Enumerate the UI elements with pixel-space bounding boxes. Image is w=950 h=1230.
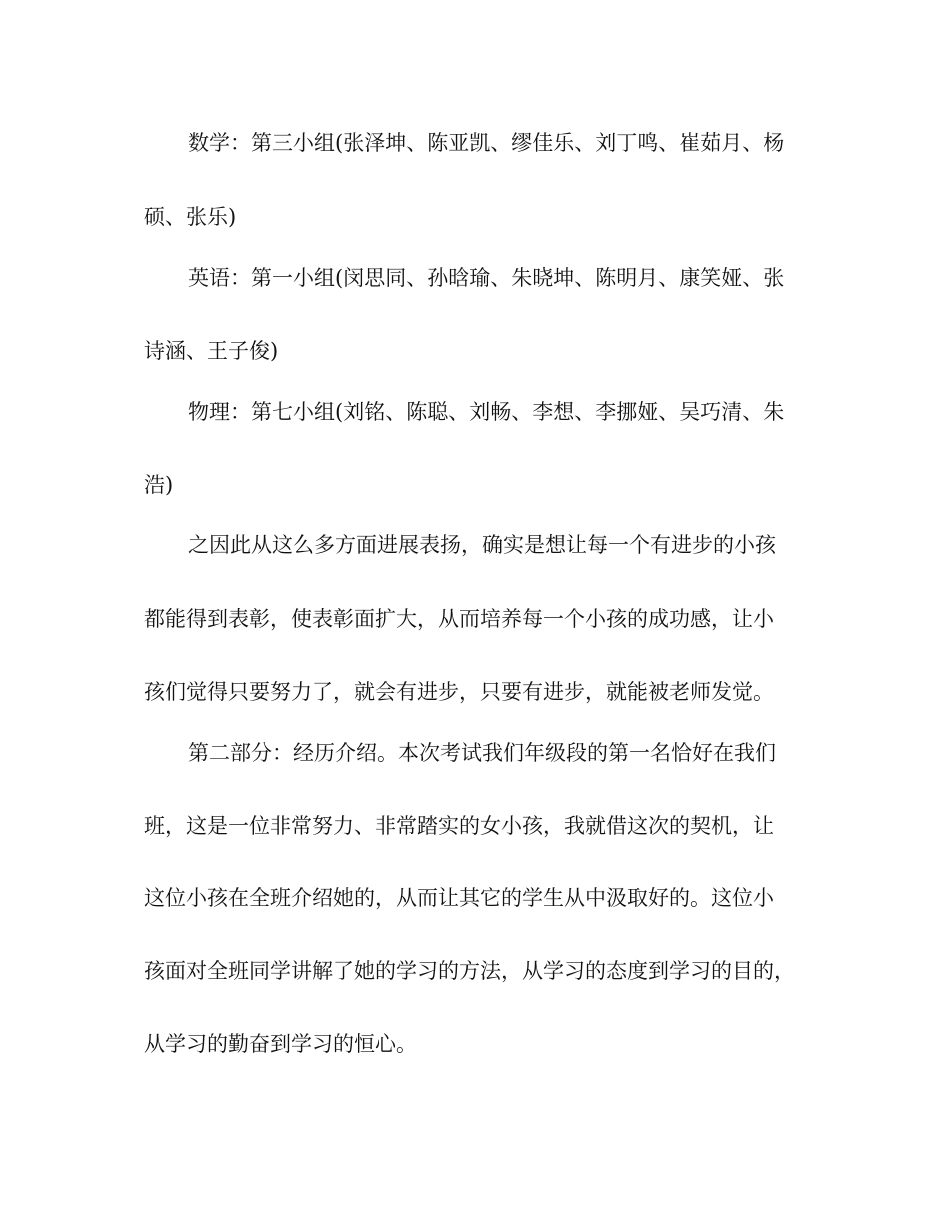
english-group-line: 英语：第一小组(闵思同、孙晗瑜、朱晓坤、陈明月、康笑娅、张 bbox=[188, 266, 785, 290]
english-group-line-continued: 诗涵、王子俊) bbox=[144, 339, 279, 363]
paragraph-praise-line-2: 都能得到表彰，使表彰面扩大，从而培养每一个小孩的成功感，让小 bbox=[144, 607, 774, 631]
physics-group-line: 物理：第七小组(刘铭、陈聪、刘畅、李想、李挪娅、吴巧清、朱 bbox=[188, 400, 785, 424]
paragraph-experience-line-4: 孩面对全班同学讲解了她的学习的方法，从学习的态度到学习的目的， bbox=[144, 959, 795, 983]
paragraph-praise-line-3: 孩们觉得只要努力了，就会有进步，只要有进步，就能被老师发觉。 bbox=[144, 680, 774, 704]
math-group-line: 数学：第三小组(张泽坤、陈亚凯、缪佳乐、刘丁鸣、崔茹月、杨 bbox=[188, 131, 785, 155]
paragraph-experience-line-3: 这位小孩在全班介绍她的，从而让其它的学生从中汲取好的。这位小 bbox=[144, 886, 774, 910]
paragraph-experience-line-1: 第二部分：经历介绍。本次考试我们年级段的第一名恰好在我们 bbox=[188, 741, 776, 765]
paragraph-experience-line-2: 班，这是一位非常努力、非常踏实的女小孩，我就借这次的契机，让 bbox=[144, 814, 774, 838]
paragraph-praise-line-1: 之因此从这么多方面进展表扬，确实是想让每一个有进步的小孩 bbox=[188, 533, 776, 557]
math-group-line-continued: 硕、张乐) bbox=[144, 205, 237, 229]
paragraph-experience-line-5: 从学习的勤奋到学习的恒心。 bbox=[144, 1032, 417, 1056]
physics-group-line-continued: 浩) bbox=[144, 473, 174, 497]
